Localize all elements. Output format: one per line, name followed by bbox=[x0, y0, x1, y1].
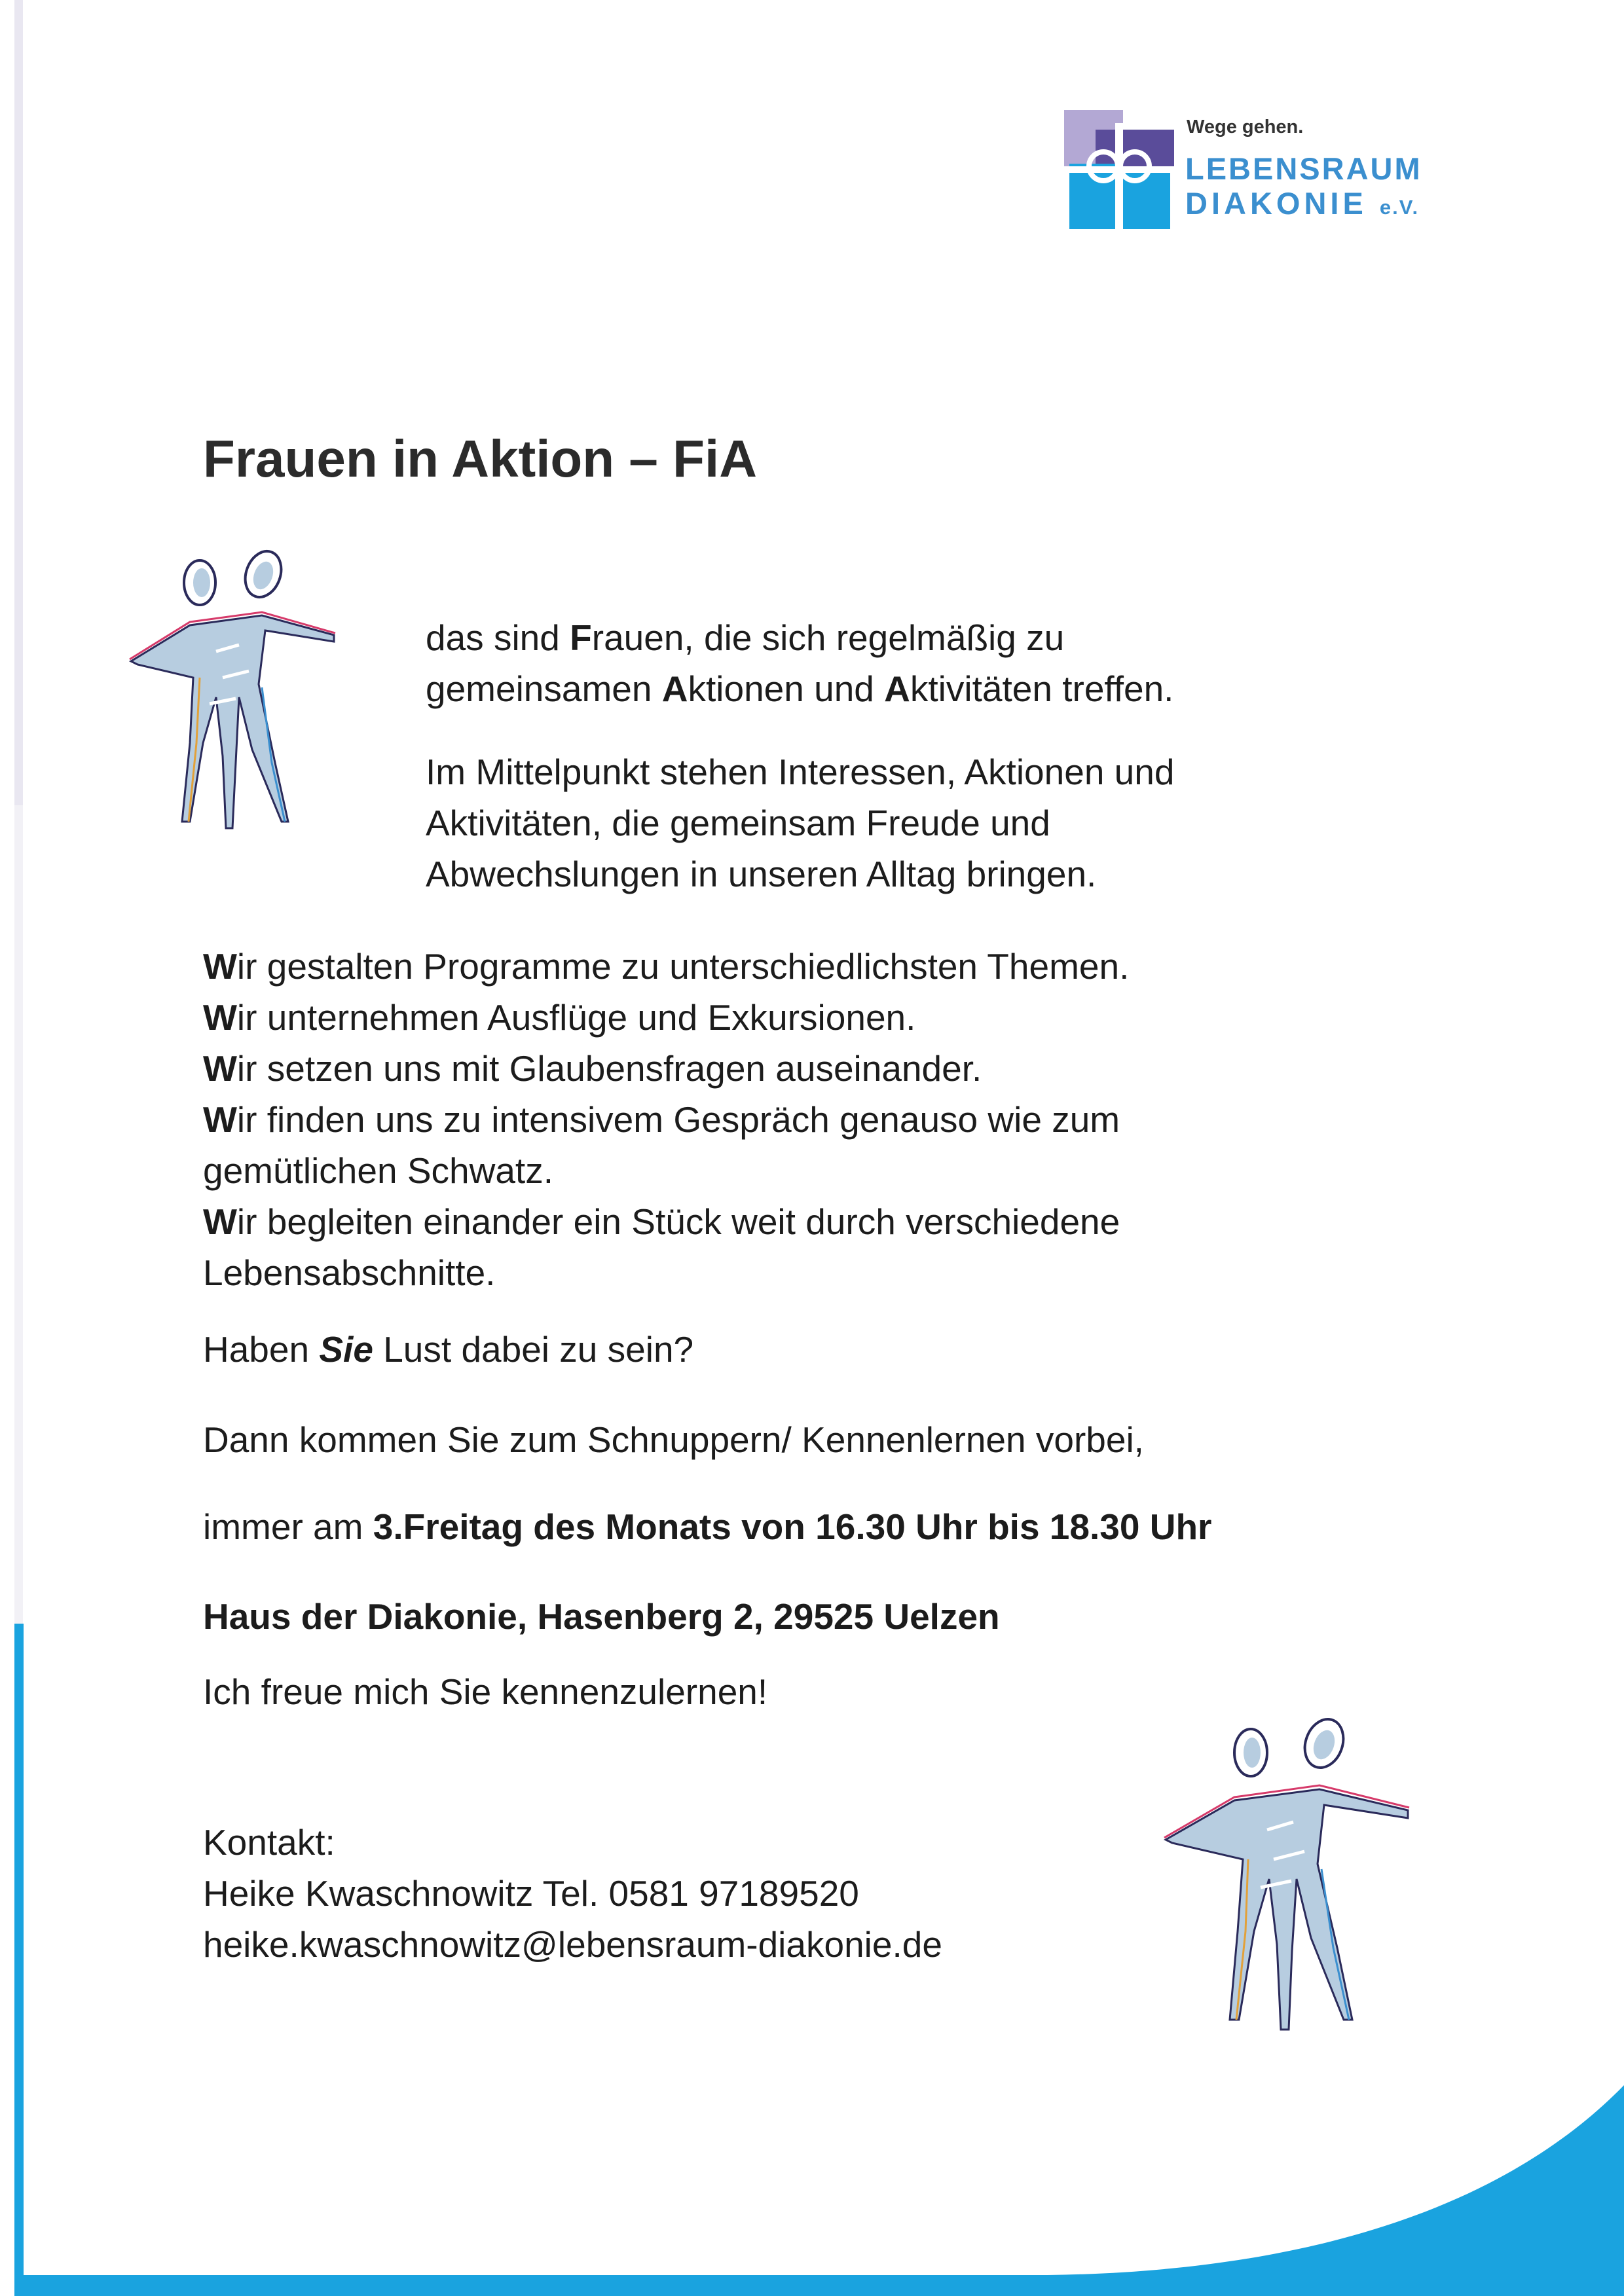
text-line: Abwechslungen in unseren Alltag bringen. bbox=[426, 854, 1097, 894]
organization-logo bbox=[1064, 110, 1444, 234]
text-line: Haben Sie Lust dabei zu sein? bbox=[203, 1329, 694, 1370]
schedule-line bbox=[203, 1501, 1211, 1552]
emphasis: W bbox=[203, 997, 237, 1038]
text-line: Wir begleiten einander ein Stück weit durch verschiedene bbox=[203, 1201, 1120, 1242]
text-line: Wir setzen uns mit Glaubensfragen auseinander. bbox=[203, 1048, 982, 1089]
emphasis: W bbox=[203, 1048, 237, 1089]
emphasis: Sie bbox=[319, 1329, 373, 1370]
text-line: Lebensabschnitte. bbox=[203, 1252, 496, 1293]
question-line bbox=[203, 1324, 693, 1375]
contact-email: heike.kwaschnowitz@lebensraum-diakonie.de bbox=[203, 1924, 942, 1965]
text-line: das sind Frauen, die sich regelmäßig zu bbox=[426, 617, 1065, 658]
page-title: Frauen in Aktion – FiA bbox=[203, 429, 757, 488]
left-blue-bar bbox=[14, 1624, 24, 2296]
emphasis: A bbox=[884, 668, 910, 709]
logo-name-line2 bbox=[1185, 185, 1419, 221]
text-line: gemütlichen Schwatz. bbox=[203, 1150, 553, 1191]
emphasis: 3.Freitag des Monats von 16.30 Uhr bis 18.30 Uhr bbox=[373, 1506, 1212, 1547]
contact-name-phone: Heike Kwaschnowitz Tel. 0581 97189520 bbox=[203, 1873, 859, 1914]
intro-paragraph-2 bbox=[426, 746, 1174, 900]
text-line: Wir unternehmen Ausflüge und Exkursionen. bbox=[203, 997, 916, 1038]
emphasis: W bbox=[203, 1099, 237, 1140]
logo-name-word: DIAKONIE bbox=[1185, 186, 1367, 221]
text-line: Aktivitäten, die gemeinsam Freude und bbox=[426, 803, 1050, 843]
intro-paragraph bbox=[426, 612, 1173, 714]
emphasis: W bbox=[203, 1201, 237, 1242]
address-line: Haus der Diakonie, Hasenberg 2, 29525 Uelzen bbox=[203, 1596, 1000, 1637]
emphasis: A bbox=[661, 668, 688, 709]
left-margin-stripe bbox=[14, 0, 23, 805]
text-line: Wir gestalten Programme zu unterschiedlichsten Themen. bbox=[203, 946, 1130, 987]
activities-list bbox=[203, 941, 1129, 1298]
invitation-line: Dann kommen Sie zum Schnuppern/ Kennenlernen vorbei, bbox=[203, 1419, 1144, 1460]
text-line: immer am 3.Freitag des Monats von 16.30 Uhr bis 18.30 Uhr bbox=[203, 1506, 1212, 1547]
logo-name-line1: LEBENSRAUM bbox=[1185, 151, 1422, 186]
contact-label: Kontakt: bbox=[203, 1822, 335, 1863]
text-line: Im Mittelpunkt stehen Interessen, Aktionen und bbox=[426, 752, 1175, 792]
logo-suffix: e.V. bbox=[1379, 196, 1420, 219]
emphasis: W bbox=[203, 946, 237, 987]
text-line: gemeinsamen Aktionen und Aktivitäten treffen. bbox=[426, 668, 1174, 709]
two-people-figure-icon bbox=[118, 547, 347, 848]
contact-block bbox=[203, 1817, 942, 1970]
lebensraum-diakonie-logo-mark-icon bbox=[1064, 110, 1175, 234]
logo-tagline: Wege gehen. bbox=[1187, 117, 1304, 137]
emphasis: F bbox=[570, 617, 592, 658]
two-people-figure-icon bbox=[1153, 1712, 1421, 2039]
closing-line: Ich freue mich Sie kennenzulernen! bbox=[203, 1671, 768, 1712]
text-line: Wir finden uns zu intensivem Gespräch genauso wie zum bbox=[203, 1099, 1120, 1140]
left-margin-stripe-light bbox=[14, 805, 23, 1624]
